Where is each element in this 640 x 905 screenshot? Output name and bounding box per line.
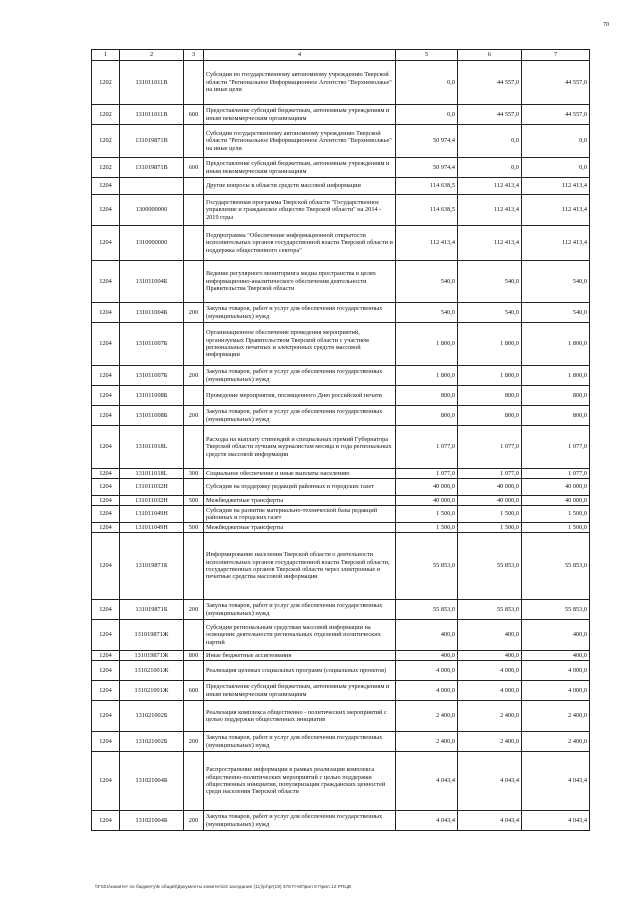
expense-type-code: 200 [184,732,204,752]
amount-col6: 4 000,0 [458,661,522,681]
amount-col5: 114 638,5 [396,195,458,226]
expense-type-code: 200 [184,366,204,386]
amount-col5: 1 800,0 [396,323,458,366]
amount-col6: 44 557,0 [458,61,522,105]
amount-col5: 4 043,4 [396,811,458,831]
table-row [92,426,590,469]
row-description: Информирование населения Тверской области о деятельности исполнительных органов государственной власти Тверской области, государственных органов Тверской области через электронные и печатные средства массовой информации [204,533,396,600]
amount-col6: 40 000,0 [458,496,522,506]
table-row [92,226,590,261]
budget-table [91,49,590,831]
table-row [92,600,590,620]
row-description: Субсидия региональным средствам массовой информации на освещение деятельности региональных отделений политических партий [204,620,396,651]
row-description: Расходы на выплату стипендий и специальных премий Губернатора Тверской области лучшим журналистам месяца и года региональных средств массовой информации [204,426,396,469]
table-row [92,533,590,600]
section-code: 1204 [92,533,120,600]
expense-type-code [184,226,204,261]
table-row [92,125,590,158]
amount-col5: 1 800,0 [396,366,458,386]
section-code: 1204 [92,732,120,752]
column-header: 4 [204,50,396,61]
table-row [92,366,590,386]
amount-col7: 540,0 [522,303,590,323]
expense-type-code [184,261,204,303]
amount-col7: 800,0 [522,386,590,406]
section-code: 1204 [92,261,120,303]
amount-col7: 1 500,0 [522,506,590,523]
section-code: 1204 [92,651,120,661]
target-article-code: 131011049Н [120,523,184,533]
amount-col6: 112 413,4 [458,226,522,261]
row-description: Другие вопросы в области средств массовой информации [204,178,396,195]
amount-col6: 400,0 [458,620,522,651]
amount-col7: 44 557,0 [522,61,590,105]
amount-col5: 540,0 [396,303,458,323]
target-article-code: 131011011В [120,105,184,125]
section-code: 1202 [92,105,120,125]
amount-col5: 400,0 [396,620,458,651]
target-article-code: 131011008Б [120,386,184,406]
target-article-code: 131019871В [120,158,184,178]
section-code: 1204 [92,479,120,496]
amount-col5: 4 000,0 [396,681,458,701]
target-article-code: 131011004Б [120,261,184,303]
amount-col5: 55 853,0 [396,533,458,600]
row-description: Реализация комплекса общественно - политических мероприятий с целью поддержки общественных инициатив [204,701,396,732]
expense-type-code [184,426,204,469]
amount-col7: 0,0 [522,158,590,178]
amount-col5: 2 400,0 [396,701,458,732]
section-code: 1204 [92,195,120,226]
expense-type-code: 300 [184,469,204,479]
amount-col7: 1 077,0 [522,469,590,479]
amount-col5: 1 077,0 [396,426,458,469]
column-header: 5 [396,50,458,61]
expense-type-code [184,125,204,158]
expense-type-code: 500 [184,523,204,533]
row-description: Ведение регулярного мониторинга медиа пространства в целях информационно-аналитического обеспечения деятельности Правительства Тверской области [204,261,396,303]
amount-col6: 55 853,0 [458,600,522,620]
amount-col7: 4 000,0 [522,681,590,701]
target-article-code: 131011049Н [120,506,184,523]
row-description: Межбюджетные трансферты [204,496,396,506]
amount-col5: 540,0 [396,261,458,303]
amount-col6: 40 000,0 [458,479,522,496]
expense-type-code: 600 [184,158,204,178]
row-description: Субсидия государственному автономному учреждению Тверской области "Региональное Информационное Агентство "Верхневолжье" на иные цели [204,125,396,158]
amount-col7: 40 000,0 [522,479,590,496]
amount-col7: 0,0 [522,125,590,158]
row-description: Подпрограмма "Обеспечение информационной открытости исполнительных органов государственной власти Тверской области и поддержка общественного сектора" [204,226,396,261]
table-row [92,651,590,661]
row-description: Организационное обеспечение проведения мероприятий, организуемых Правительством Тверской области с участием региональных печатных и электронных средств массовой информации [204,323,396,366]
amount-col7: 400,0 [522,651,590,661]
target-article-code: 131019871Ж [120,651,184,661]
expense-type-code [184,506,204,523]
section-code: 1204 [92,661,120,681]
amount-col5: 40 000,0 [396,496,458,506]
amount-col7: 4 043,4 [522,811,590,831]
section-code: 1204 [92,178,120,195]
amount-col7: 55 853,0 [522,533,590,600]
table-row [92,158,590,178]
amount-col6: 1 800,0 [458,366,522,386]
section-code: 1204 [92,469,120,479]
table-row [92,386,590,406]
amount-col5: 50 974,4 [396,125,458,158]
expense-type-code [184,479,204,496]
column-header: 6 [458,50,522,61]
section-code: 1204 [92,426,120,469]
table-row [92,506,590,523]
amount-col7: 40 000,0 [522,496,590,506]
column-header: 1 [92,50,120,61]
amount-col6: 55 853,0 [458,533,522,600]
amount-col6: 0,0 [458,125,522,158]
target-article-code: 131019871Б [120,600,184,620]
row-description: Предоставление субсидий бюджетным, автономным учреждениям и иным некоммерческим организациям [204,681,396,701]
target-article-code: 131011008Б [120,406,184,426]
amount-col6: 2 400,0 [458,701,522,732]
target-article-code: 131011032Н [120,496,184,506]
amount-col7: 44 557,0 [522,105,590,125]
amount-col6: 1 077,0 [458,426,522,469]
expense-type-code [184,701,204,732]
table-row [92,178,590,195]
target-article-code: 131011004Б [120,303,184,323]
amount-col5: 50 974,4 [396,158,458,178]
table-row [92,406,590,426]
expense-type-code [184,752,204,811]
table-row [92,732,590,752]
row-description: Межбюджетные трансферты [204,523,396,533]
section-code: 1204 [92,701,120,732]
target-article-code: 131011032Н [120,479,184,496]
section-code: 1204 [92,752,120,811]
column-header: 2 [120,50,184,61]
amount-col7: 112 413,4 [522,226,590,261]
target-article-code: 1310000000 [120,226,184,261]
section-code: 1202 [92,158,120,178]
amount-col6: 540,0 [458,303,522,323]
target-article-code: 131021001Ж [120,661,184,681]
amount-col7: 1 800,0 [522,323,590,366]
table-row [92,469,590,479]
amount-col6: 1 077,0 [458,469,522,479]
amount-col6: 2 400,0 [458,732,522,752]
amount-col6: 4 043,4 [458,752,522,811]
target-article-code: 131021002Б [120,732,184,752]
table-row [92,303,590,323]
target-article-code: 131011018L [120,469,184,479]
amount-col6: 4 000,0 [458,681,522,701]
expense-type-code: 200 [184,406,204,426]
amount-col7: 2 400,0 [522,732,590,752]
amount-col7: 1 077,0 [522,426,590,469]
table-row [92,479,590,496]
table-row [92,496,590,506]
table-row [92,61,590,105]
row-description: Закупка товаров, работ и услуг для обеспечения государственных (муниципальных) нужд [204,303,396,323]
expense-type-code: 600 [184,105,204,125]
amount-col6: 112 413,4 [458,178,522,195]
row-description: Закупка товаров, работ и услуг для обеспечения государственных (муниципальных) нужд [204,811,396,831]
section-code: 1204 [92,226,120,261]
target-article-code: 131021004Б [120,811,184,831]
amount-col7: 4 043,4 [522,752,590,811]
amount-col6: 540,0 [458,261,522,303]
row-description: Иные бюджетные ассигнования [204,651,396,661]
amount-col5: 55 853,0 [396,600,458,620]
amount-col5: 4 043,4 [396,752,458,811]
expense-type-code: 600 [184,681,204,701]
amount-col6: 1 500,0 [458,506,522,523]
amount-col5: 800,0 [396,406,458,426]
target-article-code: 131011018L [120,426,184,469]
amount-col6: 800,0 [458,406,522,426]
table-row [92,620,590,651]
target-article-code: 131021002Б [120,701,184,732]
row-description: Субсидия на поддержку редакций районных и городских газет [204,479,396,496]
row-description: Предоставление субсидий бюджетным, автономным учреждениям и иным некоммерческим организациям [204,105,396,125]
amount-col7: 4 000,0 [522,661,590,681]
amount-col7: 800,0 [522,406,590,426]
section-code: 1202 [92,125,120,158]
expense-type-code [184,178,204,195]
row-description: Реализация целевых социальных программ (социальных проектов) [204,661,396,681]
expense-type-code: 500 [184,496,204,506]
target-article-code: 131011011В [120,61,184,105]
amount-col5: 40 000,0 [396,479,458,496]
target-article-code: 131019871Ж [120,620,184,651]
amount-col5: 1 500,0 [396,523,458,533]
expense-type-code [184,386,204,406]
section-code: 1204 [92,506,120,523]
section-code: 1204 [92,406,120,426]
target-article-code: 131021001Ж [120,681,184,701]
table-row [92,323,590,366]
expense-type-code [184,620,204,651]
page-number: 70 [603,22,609,28]
table-row [92,681,590,701]
amount-col6: 800,0 [458,386,522,406]
amount-col7: 1 800,0 [522,366,590,386]
amount-col7: 55 853,0 [522,600,590,620]
amount-col6: 44 557,0 [458,105,522,125]
amount-col5: 114 638,5 [396,178,458,195]
expense-type-code: 200 [184,303,204,323]
table-row [92,661,590,681]
footer-file-path: \\FS01\комитет по бюджету\Б общий\Документы комитета\3 заседание (11)\pr\pr(19) 378 П-6\Прил 8 Прил 12 РПЦВ [95,885,352,890]
section-code: 1204 [92,811,120,831]
section-code: 1204 [92,523,120,533]
amount-col7: 400,0 [522,620,590,651]
target-article-code: 131019871Б [120,533,184,600]
amount-col5: 112 413,4 [396,226,458,261]
expense-type-code: 200 [184,811,204,831]
target-article-code: 1300000000 [120,195,184,226]
target-article-code: 131021004Б [120,752,184,811]
amount-col5: 2 400,0 [396,732,458,752]
section-code: 1204 [92,681,120,701]
amount-col5: 800,0 [396,386,458,406]
expense-type-code [184,195,204,226]
expense-type-code [184,661,204,681]
expense-type-code [184,61,204,105]
section-code: 1204 [92,386,120,406]
amount-col5: 0,0 [396,105,458,125]
expense-type-code: 800 [184,651,204,661]
amount-col7: 540,0 [522,261,590,303]
expense-type-code [184,323,204,366]
section-code: 1204 [92,366,120,386]
amount-col7: 1 500,0 [522,523,590,533]
amount-col6: 1 800,0 [458,323,522,366]
row-description: Субсидия на развитие материально-технической базы редакций районных и городских газет [204,506,396,523]
section-code: 1204 [92,496,120,506]
amount-col5: 1 500,0 [396,506,458,523]
table-row [92,701,590,732]
column-header: 7 [522,50,590,61]
amount-col7: 2 400,0 [522,701,590,732]
table-row [92,261,590,303]
amount-col6: 400,0 [458,651,522,661]
section-code: 1204 [92,323,120,366]
section-code: 1202 [92,61,120,105]
column-header: 3 [184,50,204,61]
target-article-code: 131011007Б [120,323,184,366]
row-description: Закупка товаров, работ и услуг для обеспечения государственных (муниципальных) нужд [204,366,396,386]
section-code: 1204 [92,600,120,620]
row-description: Закупка товаров, работ и услуг для обеспечения государственных (муниципальных) нужд [204,406,396,426]
amount-col6: 0,0 [458,158,522,178]
amount-col5: 1 077,0 [396,469,458,479]
section-code: 1204 [92,303,120,323]
section-code: 1204 [92,620,120,651]
amount-col7: 112 413,4 [522,195,590,226]
table-row [92,523,590,533]
row-description: Предоставление субсидий бюджетным, автономным учреждениям и иным некоммерческим организациям [204,158,396,178]
row-description: Закупка товаров, работ и услуг для обеспечения государственных (муниципальных) нужд [204,732,396,752]
row-description: Закупка товаров, работ и услуг для обеспечения государственных (муниципальных) нужд [204,600,396,620]
row-description: Государственная программа Тверской области "Государственное управление и гражданское общество Тверской области" на 2014 - 2019 годы [204,195,396,226]
amount-col6: 1 500,0 [458,523,522,533]
amount-col6: 112 413,4 [458,195,522,226]
amount-col5: 0,0 [396,61,458,105]
table-row [92,811,590,831]
amount-col7: 112 413,4 [522,178,590,195]
expense-type-code [184,533,204,600]
row-description: Социальное обеспечение и иные выплаты населению [204,469,396,479]
target-article-code: 131011007Б [120,366,184,386]
row-description: Распространение информации в рамках реализации комплекса общественно-политических мероприятий с целью поддержки общественных инициатив, популяризации гражданских ценностей среди населения Тверской области [204,752,396,811]
table-row [92,195,590,226]
target-article-code [120,178,184,195]
amount-col5: 400,0 [396,651,458,661]
table-row [92,105,590,125]
target-article-code: 131019871В [120,125,184,158]
header-row [92,50,590,61]
row-description: Субсидия по государственному автономному учреждению Тверской области "Региональное Информационное Агентство "Верхневолжье" на иные цели [204,61,396,105]
expense-type-code: 200 [184,600,204,620]
amount-col6: 4 043,4 [458,811,522,831]
table-row [92,752,590,811]
amount-col5: 4 000,0 [396,661,458,681]
row-description: Проведение мероприятия, посвященного Дню российской печати [204,386,396,406]
